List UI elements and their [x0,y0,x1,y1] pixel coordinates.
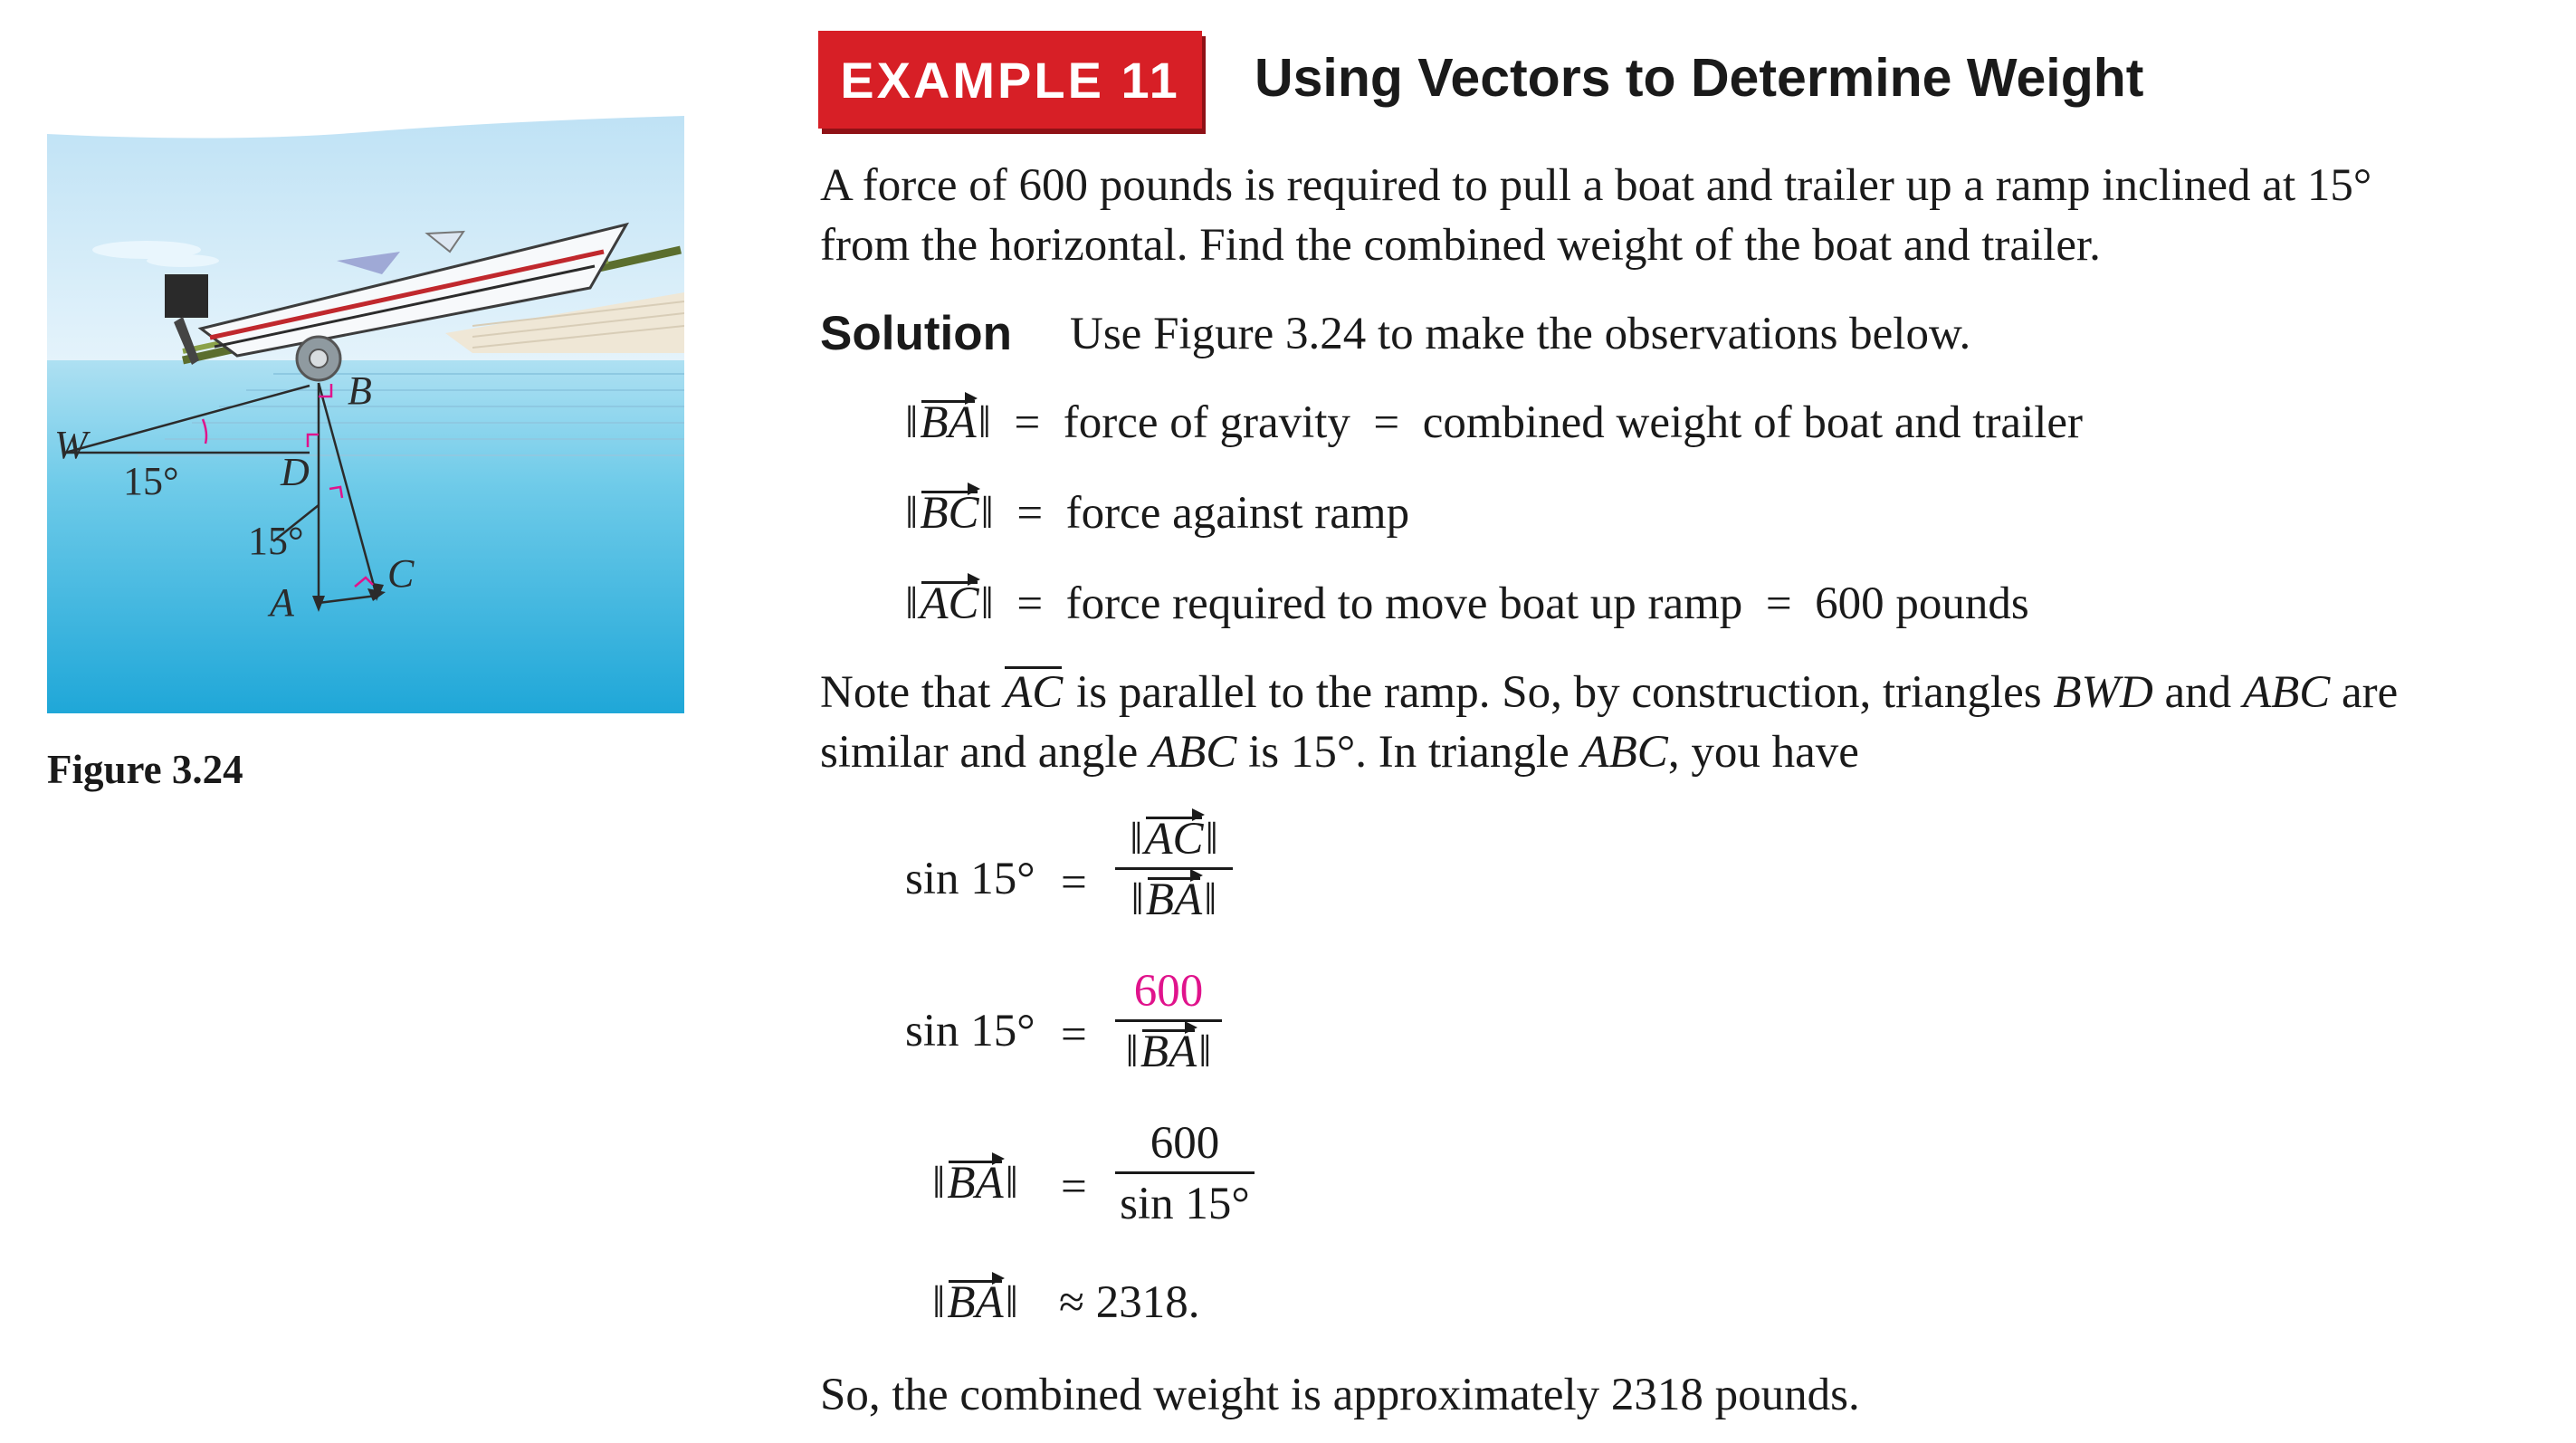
observation-bc: ‖BC‖ = force against ramp [905,488,1410,539]
solution-label: Solution [820,307,1012,360]
note-text: and [2164,667,2232,718]
eq2-equals: = [1061,1009,1087,1060]
label-angle-left: 15° [123,459,179,503]
observation-rhs: force against ramp [1065,488,1410,539]
eq1-lhs: sin 15° [905,854,1035,904]
note-text: is parallel to the ramp. So, by construction, triangles [1076,667,2042,718]
intro-line-2: from the horizontal. Find the combined weight of the boat and trailer. [820,220,2101,271]
note-text: Note that [820,667,991,718]
eq4-lhs: ‖BA‖ [932,1277,1018,1328]
example-badge [818,31,1202,129]
intro-line-1: A force of 600 pounds is required to pull a boat and trailer up a ramp inclined at 15° [820,160,2372,211]
eq2-fraction: $\frac{600}{‖BA‖}$ [1115,965,1222,1078]
observation-ba: ‖BA‖ = force of gravity = combined weight of boat and trailer [905,397,2084,448]
label-d: D [281,450,310,494]
observation-rhs: force required to move boat up ramp [1065,578,1743,629]
angle-abc: ABC [1149,727,1237,778]
lhs-vector: BA [947,1158,1004,1209]
denominator-value: sin 15° [1115,1171,1255,1230]
note-text: is 15°. In triangle [1248,727,1569,778]
denominator-vector: BA [1140,1027,1197,1077]
observation-ac: ‖AC‖ = force required to move boat up ramp = 600 pounds [905,578,2029,629]
water [47,360,684,713]
triangle-abc: ABC [2242,667,2331,718]
eq3-equals: = [1061,1161,1087,1212]
note-text: , you have [1667,727,1859,778]
eq1-equals: = [1061,857,1087,908]
label-a: A [270,580,294,625]
vector-label: BC [920,488,979,539]
lhs-vector: BA [947,1277,1004,1328]
numerator-vector: AC [1144,814,1204,865]
triangle-bwd: BWD [2053,667,2153,718]
note-text: similar and angle [820,727,1139,778]
label-angle-lower: 15° [248,519,304,563]
segment-ac: AC [1002,663,1064,722]
observation-rhs: force of gravity [1063,397,1350,448]
numerator-value: 600 [1133,966,1204,1017]
observation-rhs: 600 pounds [1815,578,2029,629]
example-badge-label: EXAMPLE 11 [840,51,1180,109]
label-b: B [348,368,372,413]
label-w: W [54,423,88,467]
vector-label: BA [920,397,977,448]
example-title: Using Vectors to Determine Weight [1255,48,2144,108]
observation-rhs: combined weight of boat and trailer [1422,397,2084,448]
note-line-2 [820,722,1859,782]
eq3-fraction [1115,1117,1255,1230]
eq4-rhs: ≈ 2318. [1059,1277,1200,1328]
outboard-motor [165,274,208,318]
figure-caption: Figure 3.24 [47,747,243,792]
eq1-fraction: $\frac{‖AC‖}{‖BA‖}$ [1115,813,1233,926]
triangle-abc: ABC [1580,727,1668,778]
note-text: are [2342,667,2399,718]
conclusion: So, the combined weight is approximately 2318 pounds. [820,1370,1860,1420]
vector-label: AC [920,578,979,629]
numerator-value: 600 [1150,1118,1220,1169]
denominator-vector: BA [1145,874,1203,925]
boat-ramp-figure [47,116,684,713]
note-line-1 [820,663,2398,722]
label-c: C [387,551,415,596]
eq2-lhs: sin 15° [905,1006,1035,1056]
eq3-lhs: ‖BA‖ [932,1158,1018,1209]
solution-text: Use Figure 3.24 to make the observations below. [1070,309,1971,359]
